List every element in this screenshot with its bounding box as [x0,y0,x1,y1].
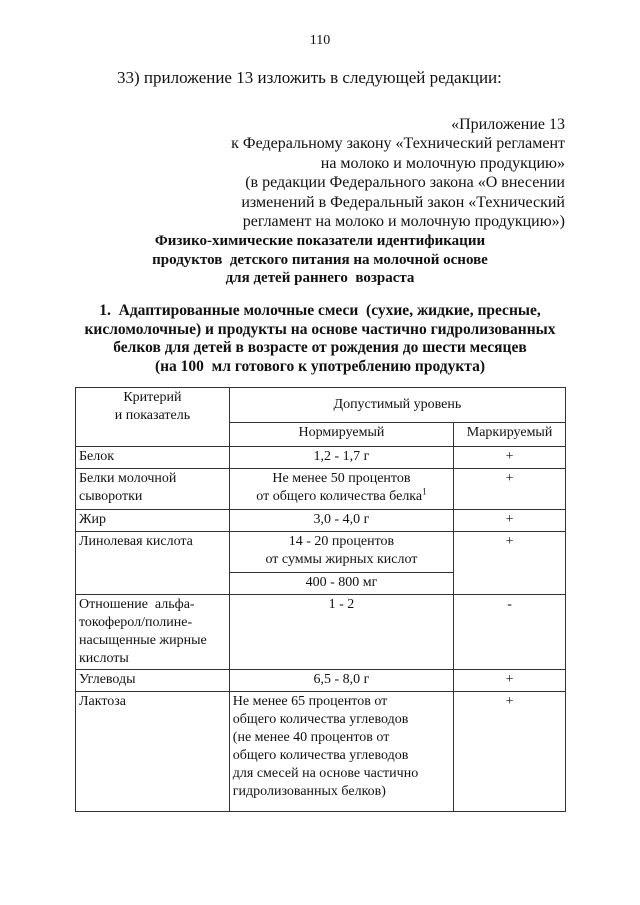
normalized-line: для смесей на основе частично [232,766,419,781]
cell-normalized [229,692,453,812]
header-criterion-line: и показатель [114,408,191,423]
header-criterion-line: Критерий [123,390,182,405]
cell-normalized-extra: 400 - 800 мг [229,573,453,595]
title-line: для детей раннего возраста [225,270,415,286]
cell-criterion [76,595,230,670]
normalized-line: 14 - 20 процентов [288,534,395,549]
table-row [76,447,566,469]
criterion-line: токоферол/полине- [79,615,193,630]
cell-normalized [229,469,453,510]
header-normalized: Нормируемый [229,422,453,446]
subtitle-line: (на 100 мл готового к употреблению продукта) [154,357,486,375]
cell-labeled: + [454,510,566,532]
title-line: продуктов детского питания на молочной основе [152,251,488,268]
normalized-line: от суммы жирных кислот [265,552,418,567]
appendix-ref-line: на молоко и молочную продукцию» [320,154,565,172]
normalized-line: Не менее 65 процентов от [232,694,388,709]
indicators-table [75,387,566,812]
cell-normalized: 6,5 - 8,0 г [229,670,453,692]
subtitle-line: кисломолочные) и продукты на основе частично гидролизованных [84,320,556,338]
appendix-ref-line: «Приложение 13 [451,116,565,133]
cell-labeled: + [454,670,566,692]
cell-normalized: 3,0 - 4,0 г [229,510,453,532]
table-row [76,692,566,812]
criterion-line: Белки молочной [79,471,177,486]
table-row [76,670,566,692]
header-criterion [76,388,230,447]
appendix-ref-line: к Федеральному закону «Технический регламент [231,135,565,153]
normalized-text: от общего количества белка [256,489,423,504]
table-header-row [76,388,566,423]
cell-labeled: + [454,692,566,812]
cell-criterion: Белок [76,447,230,469]
table-row [76,510,566,532]
header-labeled: Маркируемый [454,422,566,446]
cell-criterion [76,469,230,510]
normalized-line: Не менее 50 процентов [272,471,411,486]
cell-criterion: Жир [76,510,230,532]
document-title [0,232,640,288]
table-row [76,595,566,670]
appendix-ref-line: (в редакции Федерального закона «О внесении [245,174,565,192]
appendix-ref-line: регламент на молоко и молочную продукцию») [242,213,565,231]
cell-labeled: + [454,469,566,510]
amendment-intro: 33) приложение 13 изложить в следующей редакции: [117,68,502,87]
cell-normalized [229,532,453,573]
normalized-line: (не менее 40 процентов от [232,730,390,745]
page-number: 110 [309,33,331,48]
appendix-reference [231,115,565,231]
normalized-line [233,488,450,506]
cell-normalized: 1 - 2 [229,595,453,670]
cell-labeled: + [454,447,566,469]
cell-criterion: Линолевая кислота [76,532,230,595]
header-allowed-level: Допустимый уровень [229,388,565,423]
normalized-line: общего количества углеводов [232,712,409,727]
title-line: Физико-химические показатели идентификации [154,233,486,249]
cell-labeled: + [454,532,566,595]
cell-criterion: Лактоза [76,692,230,812]
criterion-line: насыщенные жирные [79,633,207,648]
subtitle-line: 1. Адаптированные молочные смеси (сухие, жидкие, пресные, [99,302,541,319]
appendix-ref-line: изменений в Федеральный закон «Технический [241,193,565,211]
cell-criterion: Углеводы [76,670,230,692]
cell-labeled: - [454,595,566,670]
table-row [76,532,566,573]
footnote-marker: 1 [422,486,427,497]
normalized-line: гидролизованных белков) [232,784,386,799]
criterion-line: кислоты [79,651,129,666]
criterion-line: Отношение альфа- [79,597,195,612]
criterion-line: сыворотки [79,489,143,504]
subtitle-line: белков для детей в возрасте от рождения до шести месяцев [113,339,527,356]
cell-normalized: 1,2 - 1,7 г [229,447,453,469]
section-heading [0,302,640,376]
normalized-line: общего количества углеводов [232,748,409,763]
table-row [76,469,566,510]
